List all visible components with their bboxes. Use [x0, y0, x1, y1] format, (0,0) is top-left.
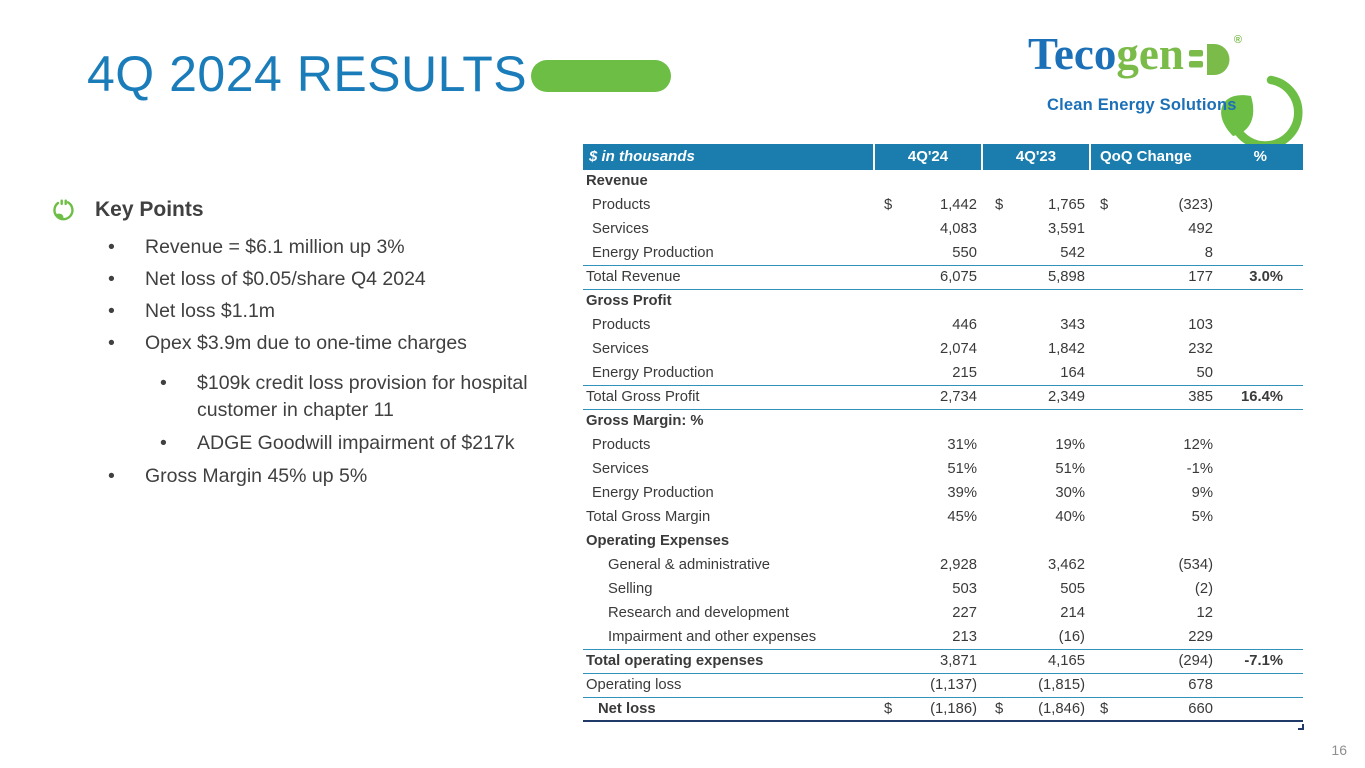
- key-point-text: Net loss $1.1m: [145, 300, 276, 322]
- logo-text-gen: gen: [1116, 29, 1184, 79]
- cell-4q23: [981, 578, 1089, 602]
- row-label: Products: [592, 317, 651, 333]
- cell-pct-change: [1215, 530, 1303, 554]
- key-points-heading: [52, 198, 592, 222]
- cell-value: 164: [1060, 365, 1085, 381]
- cell-value: 31%: [947, 437, 977, 453]
- page-title: 4Q 2024 RESULTS: [87, 46, 528, 102]
- cell-value: 4,083: [939, 221, 977, 237]
- table-row: [583, 410, 1303, 434]
- row-label: Total Revenue: [586, 269, 681, 285]
- cell-4q23: [981, 698, 1089, 721]
- cell-pct-change: 16.4%: [1241, 389, 1283, 405]
- cell-4q23: [981, 650, 1089, 673]
- row-label: Impairment and other expenses: [608, 629, 817, 645]
- bullet-glyph: •: [108, 236, 115, 258]
- cell-value: 19%: [1055, 437, 1085, 453]
- table-row: [583, 242, 1303, 266]
- key-point-text: $109k credit loss provision for hospital customer in chapter 11: [197, 372, 528, 421]
- cell-4q24: [873, 506, 981, 530]
- key-point-text: Revenue = $6.1 million up 3%: [145, 236, 405, 258]
- table-row: [583, 218, 1303, 242]
- row-label: Energy Production: [592, 485, 714, 501]
- cell-4q24: [873, 626, 981, 649]
- cell-4q24: [873, 338, 981, 362]
- row-label: Gross Profit: [586, 293, 672, 309]
- cell-qoq: [1089, 410, 1215, 434]
- cell-pct-change: [1215, 410, 1303, 434]
- key-points-list: [52, 234, 592, 489]
- cell-qoq: [1089, 242, 1215, 265]
- table-row: [583, 362, 1303, 386]
- table-row: [583, 530, 1303, 554]
- dollar-sign: $: [884, 197, 893, 213]
- key-points-title: Key Points: [95, 198, 204, 221]
- cell-value: 6,075: [939, 269, 977, 285]
- bullet-glyph: •: [160, 432, 167, 454]
- cell-value: 3,462: [1047, 557, 1085, 573]
- cell-value: 2,734: [939, 389, 977, 405]
- bullet-glyph: •: [108, 465, 115, 487]
- cell-4q24: [873, 530, 981, 554]
- cell-pct-change: [1215, 602, 1303, 626]
- cell-qoq: [1089, 602, 1215, 626]
- cell-value: (1,846): [1038, 701, 1085, 717]
- cell-4q24: [873, 290, 981, 314]
- cell-value: (294): [1178, 653, 1213, 669]
- dollar-sign: $: [1100, 197, 1109, 213]
- row-label: Services: [592, 461, 649, 477]
- cell-value: 51%: [947, 461, 977, 477]
- cell-qoq: [1089, 506, 1215, 530]
- cell-value: 8: [1204, 245, 1213, 261]
- cell-value: 1,442: [939, 197, 977, 213]
- cell-4q24: [873, 410, 981, 434]
- table-row: [583, 650, 1303, 674]
- cell-qoq: [1089, 698, 1215, 721]
- cell-pct-change: [1215, 218, 1303, 242]
- key-point-item: [108, 234, 592, 260]
- row-label: Selling: [608, 581, 653, 597]
- cell-value: (2): [1194, 581, 1213, 597]
- cell-qoq: [1089, 386, 1215, 409]
- cell-4q23: [981, 194, 1089, 218]
- key-point-item: [160, 430, 580, 457]
- cell-4q24: [873, 578, 981, 602]
- dollar-sign: $: [995, 197, 1004, 213]
- cell-4q24: [873, 386, 981, 409]
- cell-value: 503: [952, 581, 977, 597]
- cell-qoq: [1089, 338, 1215, 362]
- cell-value: 1,765: [1047, 197, 1085, 213]
- table-row: [583, 554, 1303, 578]
- cell-4q24: [873, 434, 981, 458]
- table-row: [583, 290, 1303, 314]
- cell-value: 227: [952, 605, 977, 621]
- header-col-4q24: 4Q'24: [873, 144, 981, 170]
- tecogen-logo: [1022, 28, 1322, 148]
- cell-value: 385: [1188, 389, 1213, 405]
- cell-qoq: [1089, 530, 1215, 554]
- cell-pct-change: [1215, 698, 1303, 721]
- table-row: [583, 338, 1303, 362]
- cell-value: (534): [1178, 557, 1213, 573]
- cell-pct-change: [1215, 626, 1303, 649]
- cell-value: 660: [1188, 701, 1213, 717]
- cell-qoq: [1089, 362, 1215, 385]
- bullet-glyph: •: [108, 332, 115, 354]
- cell-4q23: [981, 482, 1089, 506]
- cell-qoq: [1089, 458, 1215, 482]
- table-row: [583, 698, 1303, 722]
- key-point-text: ADGE Goodwill impairment of $217k: [197, 432, 515, 454]
- cell-4q23: [981, 338, 1089, 362]
- dollar-sign: $: [884, 701, 893, 717]
- row-label: Energy Production: [592, 365, 714, 381]
- table-row: [583, 506, 1303, 530]
- row-label: Services: [592, 221, 649, 237]
- cell-4q23: [981, 458, 1089, 482]
- cell-pct-change: [1215, 482, 1303, 506]
- cell-4q24: [873, 674, 981, 697]
- row-label: Gross Margin: %: [586, 413, 704, 429]
- cell-4q23: [981, 242, 1089, 265]
- cell-qoq: [1089, 554, 1215, 578]
- cell-value: 492: [1188, 221, 1213, 237]
- table-row: [583, 194, 1303, 218]
- logo-tagline: Clean Energy Solutions: [1047, 96, 1237, 114]
- cell-value: 3,871: [939, 653, 977, 669]
- bullet-glyph: •: [108, 268, 115, 290]
- cell-value: 2,928: [939, 557, 977, 573]
- key-point-item: [108, 330, 592, 356]
- cell-value: 550: [952, 245, 977, 261]
- table-header-row: [583, 144, 1303, 170]
- table-row: [583, 602, 1303, 626]
- cell-qoq: [1089, 314, 1215, 338]
- table-row: [583, 434, 1303, 458]
- dollar-sign: $: [1100, 701, 1109, 717]
- cell-value: 103: [1188, 317, 1213, 333]
- table-row: [583, 458, 1303, 482]
- cell-value: 12: [1196, 605, 1213, 621]
- cell-pct-change: [1215, 578, 1303, 602]
- cell-pct-change: [1215, 434, 1303, 458]
- cell-4q23: [981, 554, 1089, 578]
- row-label: Research and development: [608, 605, 789, 621]
- cell-value: 5%: [1191, 509, 1213, 525]
- cell-value: -1%: [1186, 461, 1213, 477]
- table-row: [583, 482, 1303, 506]
- cell-4q24: [873, 194, 981, 218]
- row-label: Revenue: [586, 173, 648, 189]
- cell-4q24: [873, 314, 981, 338]
- cell-4q23: [981, 386, 1089, 409]
- cell-value: 214: [1060, 605, 1085, 621]
- cell-qoq: [1089, 194, 1215, 218]
- cell-qoq: [1089, 170, 1215, 194]
- table-body: [583, 170, 1303, 722]
- cell-4q24: [873, 698, 981, 721]
- cell-value: 12%: [1183, 437, 1213, 453]
- table-row: [583, 578, 1303, 602]
- cell-4q24: [873, 242, 981, 265]
- cell-4q23: [981, 602, 1089, 626]
- row-label: Operating loss: [586, 677, 682, 693]
- table-row: [583, 674, 1303, 698]
- cell-4q23: [981, 362, 1089, 385]
- green-pill-shape: [531, 60, 671, 92]
- registered-trademark-icon: ®: [1233, 34, 1242, 46]
- table-row: [583, 386, 1303, 410]
- cell-qoq: [1089, 434, 1215, 458]
- cell-4q23: [981, 218, 1089, 242]
- cell-pct-change: [1215, 290, 1303, 314]
- financial-results-table: [583, 144, 1303, 722]
- cell-4q23: [981, 674, 1089, 697]
- row-label: Products: [592, 197, 651, 213]
- cell-4q24: [873, 170, 981, 194]
- cell-4q24: [873, 554, 981, 578]
- cell-value: (16): [1058, 629, 1085, 645]
- row-label: General & administrative: [608, 557, 771, 573]
- cell-qoq: [1089, 650, 1215, 673]
- table-row: [583, 170, 1303, 194]
- row-label: Net loss: [598, 701, 656, 717]
- cell-qoq: [1089, 266, 1215, 289]
- cell-4q24: [873, 602, 981, 626]
- cell-4q23: [981, 410, 1089, 434]
- cell-pct-change: [1215, 554, 1303, 578]
- cell-pct-change: [1215, 314, 1303, 338]
- cell-4q23: [981, 434, 1089, 458]
- key-point-item: [160, 370, 580, 424]
- page-number: 16: [1331, 742, 1347, 758]
- cell-4q24: [873, 362, 981, 385]
- cell-value: (1,186): [930, 701, 977, 717]
- cell-value: 50: [1196, 365, 1213, 381]
- logo-text-teco: Teco: [1028, 29, 1117, 79]
- cell-qoq: [1089, 218, 1215, 242]
- cell-4q24: [873, 266, 981, 289]
- cell-value: 232: [1188, 341, 1213, 357]
- cell-value: 4,165: [1047, 653, 1085, 669]
- cell-4q24: [873, 218, 981, 242]
- cell-value: 9%: [1191, 485, 1213, 501]
- cell-4q23: [981, 314, 1089, 338]
- cell-value: 505: [1060, 581, 1085, 597]
- cell-pct-change: [1215, 362, 1303, 385]
- key-points-section: [52, 198, 592, 495]
- cell-value: 1,842: [1047, 341, 1085, 357]
- header-qoq-change-label: QoQ Change: [1100, 148, 1192, 165]
- key-point-text: Gross Margin 45% up 5%: [145, 465, 368, 487]
- cell-4q23: [981, 266, 1089, 289]
- row-label: Operating Expenses: [586, 533, 730, 549]
- cell-pct-change: 3.0%: [1249, 269, 1283, 285]
- cell-4q24: [873, 482, 981, 506]
- header-percent-label: %: [1253, 148, 1267, 165]
- row-label: Total Gross Margin: [586, 509, 711, 525]
- cell-pct-change: [1215, 170, 1303, 194]
- cell-value: 2,074: [939, 341, 977, 357]
- cell-value: 446: [952, 317, 977, 333]
- cell-4q24: [873, 458, 981, 482]
- cell-4q24: [873, 650, 981, 673]
- cell-pct-change: -7.1%: [1244, 653, 1283, 669]
- cell-pct-change: [1215, 458, 1303, 482]
- cell-pct-change: [1215, 338, 1303, 362]
- cell-qoq: [1089, 578, 1215, 602]
- row-label: Services: [592, 341, 649, 357]
- cell-value: 343: [1060, 317, 1085, 333]
- bullet-glyph: •: [160, 372, 167, 394]
- bullet-glyph: •: [108, 300, 115, 322]
- cell-qoq: [1089, 626, 1215, 649]
- table-row: [583, 266, 1303, 290]
- dollar-sign: $: [995, 701, 1004, 717]
- cell-value: 229: [1188, 629, 1213, 645]
- cell-value: 39%: [947, 485, 977, 501]
- cell-value: 542: [1060, 245, 1085, 261]
- cell-pct-change: [1215, 506, 1303, 530]
- cell-value: (1,815): [1038, 677, 1085, 693]
- cell-value: 215: [952, 365, 977, 381]
- cell-value: 51%: [1055, 461, 1085, 477]
- table-row: [583, 626, 1303, 650]
- tecogen-bullet-icon: [52, 199, 75, 222]
- cell-qoq: [1089, 290, 1215, 314]
- header-units-label: $ in thousands: [589, 148, 695, 165]
- key-point-text: Opex $3.9m due to one-time charges: [145, 332, 467, 354]
- cell-pct-change: [1215, 194, 1303, 218]
- row-label: Products: [592, 437, 651, 453]
- row-label: Total operating expenses: [586, 653, 764, 669]
- cell-pct-change: [1215, 242, 1303, 265]
- row-label: Energy Production: [592, 245, 714, 261]
- cell-value: 177: [1188, 269, 1213, 285]
- key-point-item: [108, 463, 592, 489]
- cell-value: 5,898: [1047, 269, 1085, 285]
- row-label: Total Gross Profit: [586, 389, 700, 405]
- cell-pct-change: [1215, 674, 1303, 697]
- cell-4q23: [981, 626, 1089, 649]
- cell-value: 30%: [1055, 485, 1085, 501]
- cell-4q23: [981, 290, 1089, 314]
- cell-value: (323): [1178, 197, 1213, 213]
- cell-value: 45%: [947, 509, 977, 525]
- table-corner-mark: [1298, 724, 1304, 730]
- cell-value: 40%: [1055, 509, 1085, 525]
- cell-4q23: [981, 506, 1089, 530]
- table-row: [583, 314, 1303, 338]
- cell-qoq: [1089, 674, 1215, 697]
- cell-value: 2,349: [1047, 389, 1085, 405]
- key-point-text: Net loss of $0.05/share Q4 2024: [145, 268, 426, 290]
- key-point-item: [108, 266, 592, 292]
- cell-value: 213: [952, 629, 977, 645]
- cell-value: (1,137): [930, 677, 977, 693]
- cell-4q23: [981, 170, 1089, 194]
- key-point-item: [108, 298, 592, 324]
- header-col-4q23: 4Q'23: [981, 144, 1089, 170]
- cell-4q23: [981, 530, 1089, 554]
- cell-value: 678: [1188, 677, 1213, 693]
- cell-value: 3,591: [1047, 221, 1085, 237]
- header-col-qoq: [1089, 144, 1303, 170]
- cell-qoq: [1089, 482, 1215, 506]
